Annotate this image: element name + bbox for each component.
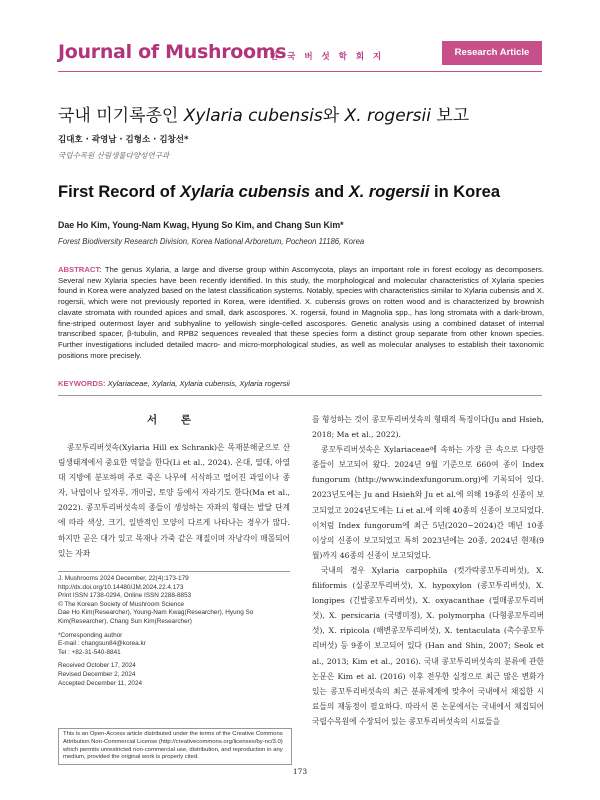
korean-title-part: 보고: [430, 106, 470, 126]
english-authors: Dae Ho Kim, Young-Nam Kwag, Hyung So Kim, and Chang Sun Kim*: [58, 220, 344, 230]
license-notice: This is an Open-Access article distributed under the terms of the Creative Commons Attribution Non-Commercial License (http://creativecommons.org/licenses/by-nc/3.0) which permits unrestricted non-commercial use, distribution, and reproduction in any medium, provided the original work is properly cited.: [58, 728, 292, 765]
issn: Print ISSN 1738-0294, Online ISSN 2288-8853: [58, 592, 192, 600]
author-roles: Dae Ho Kim(Researcher), Young-Nam Kwag(Researcher), Hyung So Kim(Researcher), Chang Sun Kim(Researcher): [58, 609, 254, 625]
body-paragraph: 콩꼬투리버섯속(Xylaria Hill ex Schrank)은 목재분해균으로 산림생태계에서 중요한 역할을 한다(Li et al., 2024). 온대, 열대, 아열대 지방에 분포하며 주로 죽은 나무에 서식하고 떨어진 과일이나 종자, 낙엽이나 잎자루, 개미굴, 토양 등에서 자라기도 한다(Ma et al., 2022). 콩꼬투리버섯속의 종들이 생성하는 자좌의 형태는 발달 단계에 따라 색상, 크기, 일반적인 모양이 다르게 나타나는 경우가 많다. 하지만 곧은 대가 있고 목재나 가죽 같은 재질이며 자낭각이 매몰되어 있는 자좌: [58, 443, 290, 558]
right-column: [312, 412, 544, 729]
society-name-korean: 한 국 버 섯 학 회 지: [270, 52, 385, 62]
korean-title-species-1: Xylaria cubensis: [183, 106, 323, 126]
english-affiliation: Forest Biodiversity Research Division, Korea National Arboretum, Pocheon 11186, Korea: [58, 237, 365, 246]
body-paragraph: 콩꼬투리버섯속은 Xylariaceae에 속하는 가장 큰 속으로 다양한 종들이 보고되어 왔다. 2024년 9월 기준으로 660여 종이 Index fungorum (http://www.indexfungorum.org)에 기록되어 있다. 2023년도에는 Ju and Hsieh와 Ju et al.에 의해 19종의 신종이 보고되었고 2024년도에는 Li et al.에 의해 40종의 신종이 보고되었다. 이처럼 Index fungorum에 최근 5년(2020~2024)간 매년 10종 이상의 신종이 보고되었고 특히 2023년에는 20종, 2024년 현재(9월)까지 46종의 신종이 보고되었다.: [312, 445, 544, 560]
article-info-box: [58, 571, 290, 688]
section-heading-introduction: 서 론: [147, 414, 201, 426]
korean-authors: 김대호 · 곽영남 · 김형소 · 김창선*: [58, 135, 189, 145]
korean-title-part: 와: [322, 106, 345, 126]
keywords: [58, 379, 290, 388]
page-number: 173: [292, 767, 308, 776]
english-title-part: First Record of: [58, 183, 180, 201]
revised-date: Revised December 2, 2024: [58, 670, 136, 678]
corresponding-author: *Corresponding author: [58, 631, 123, 639]
abstract-text: The genus Xylaria, a large and diverse group within Ascomycota, plays an important role in forest ecology as decomposers. Several new Xylaria species have been recently identified. In this study, the morphological and molecular characteristics of Xylaria species found in Korea were analyzed based on the latest classification systems. Notably, species with characteristics similar to Xylaria cubensis and X. rogersii, which were not previously reported in Korea, were identified. X. cubensis grows on rotten wood and is characterized by brownish clavate stromata with rounded apices and small, dark ascospores. X. rogersii, found in Magnolia spp., has long stromata with a dark-brown, fine-striped outermost layer and subhyaline to yellowish single-celled ascospores. Genetic analysis using a combined dataset of internal transcribed spacer, β-tubulin, and RPB2 sequences revealed that these species form a distinct group separate from other known species. Further investigations included detailed macro- and micro-morphological studies, as well as molecular analyses to establish their taxonomic positions more precisely.: [58, 265, 544, 360]
korean-title: [58, 101, 542, 126]
left-column: [58, 412, 290, 561]
email[interactable]: E-mail : changsun84@korea.kr: [58, 640, 146, 648]
article-type-badge: Research Article: [442, 41, 542, 65]
keywords-text: Xylariaceae, Xylaria, Xylaria cubensis, Xylaria rogersii: [105, 379, 290, 388]
korean-title-part: 국내 미기록종인: [58, 106, 184, 126]
english-title-part: in Korea: [429, 183, 501, 201]
received-date: Received October 17, 2024: [58, 662, 136, 670]
journal-title: Journal of Mushrooms: [58, 41, 287, 63]
citation: J. Mushrooms 2024 December, 22(4):173-179: [58, 575, 189, 582]
body-paragraph: 국내의 경우 Xylaria carpophila (컷가락콩꼬투리버섯), X. filiformis (실콩꼬투리버섯), X. hypoxylon (콩꼬투리버섯), X. longipes (긴발콩꼬투리버섯), X. oxyacanthae (열매콩꼬투리버섯), X. persicaria (국맹미정), X. polymorpha (다형콩꼬투리버섯), X. ripicola (해변콩꼬투리버섯), X. tentaculata (촉수콩꼬투리버섯) 등 9종이 보고되어 있다 (Han and Shin, 2007; Seok et al., 2013; Kim et al., 2016). 국내 콩꼬투리버섯속의 분류에 관한 논문은 Kim et al. (2016) 이후 전무한 실정으로 최근 많은 변화가 있는 콩꼬투리버섯속의 최근 분류체계에 맞추어 국내에서 채집한 시료들의 재동정이 필요하다. 따라서 본 논문에서는 국내에서 채집되어 국립수목원에 수장되어 있는 콩꼬투리버섯속의 시료들을: [312, 565, 544, 726]
keywords-label: KEYWORDS:: [58, 379, 106, 388]
body-paragraph: 를 형성하는 것이 콩꼬투리버섯속의 형태적 특징이다(Ju and Hsieh, 2018; Ma et al., 2022).: [312, 415, 544, 440]
header-divider: [58, 71, 542, 72]
copyright: © The Korean Society of Mushroom Science: [58, 600, 185, 608]
accepted-date: Accepted December 11, 2024: [58, 679, 143, 687]
journal-header: [58, 41, 542, 71]
english-title-part: and: [310, 183, 349, 201]
doi-link[interactable]: http://dx.doi.org/10.14480/JM.2024.22.4.173: [58, 583, 184, 591]
korean-affiliation: 국립수목원 산림생물다양성연구과: [58, 151, 170, 160]
abstract-divider: [58, 395, 542, 396]
abstract-label: ABSTRACT:: [58, 265, 102, 274]
abstract: [58, 265, 544, 361]
telephone: Tel : +82-31-540-8841: [58, 648, 121, 656]
english-title: [58, 183, 542, 202]
english-title-species-1: Xylaria cubensis: [179, 183, 311, 201]
korean-title-species-2: X. rogersii: [344, 106, 431, 126]
english-title-species-2: X. rogersii: [348, 183, 430, 201]
